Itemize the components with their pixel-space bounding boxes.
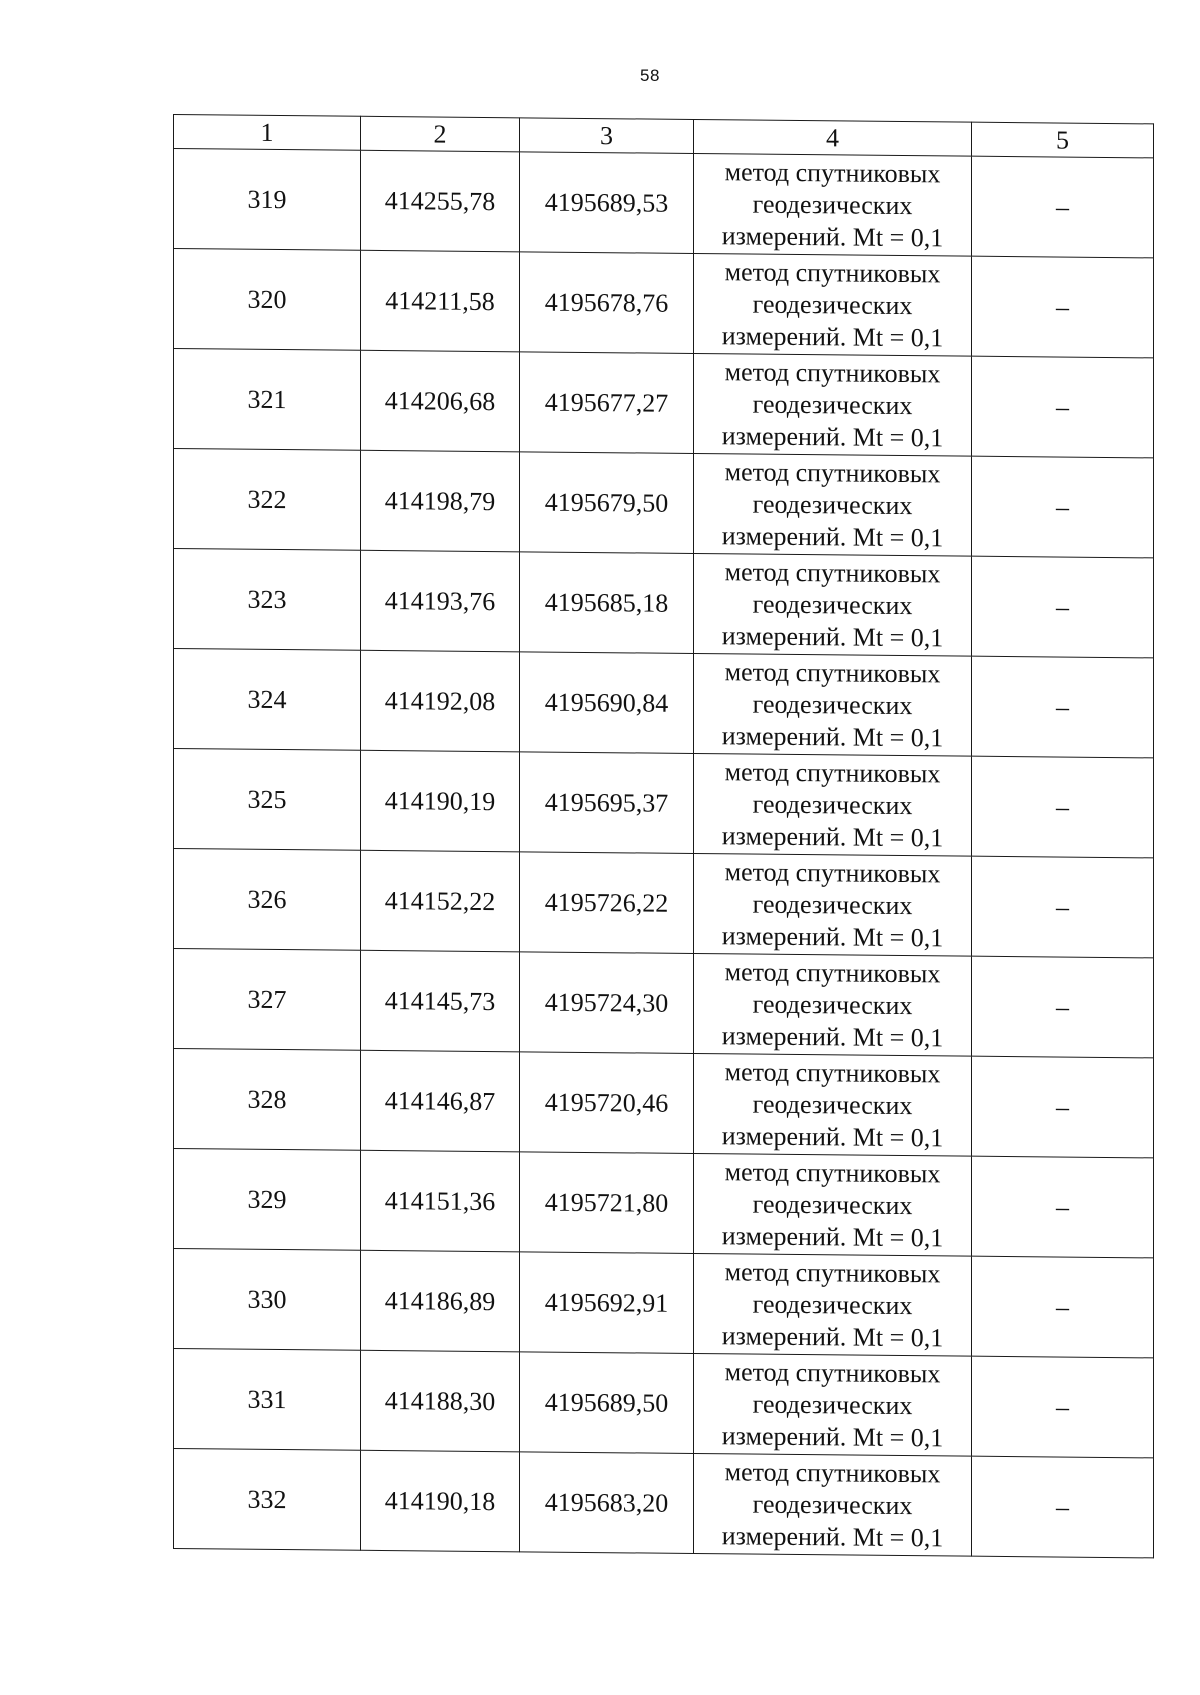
note-cell: – (972, 1256, 1154, 1358)
note-cell: – (972, 256, 1154, 358)
method-line: метод спутниковых (724, 956, 941, 988)
point-number-cell: 331 (174, 1349, 361, 1451)
coordinate-x-cell: 414186,89 (361, 1250, 520, 1352)
table-row (174, 649, 1154, 758)
method-line: метод спутниковых (724, 556, 941, 588)
method-line: измерений. Mt = 0,1 (721, 520, 944, 552)
table-row (174, 1049, 1154, 1158)
note-cell: – (972, 656, 1154, 758)
method-line: измерений. Mt = 0,1 (721, 1520, 944, 1552)
method-line: измерений. Mt = 0,1 (721, 720, 944, 752)
method-line: метод спутниковых (724, 756, 941, 788)
method-cell (694, 753, 972, 856)
table-row (174, 249, 1154, 358)
method-line: измерений. Mt = 0,1 (721, 920, 944, 952)
note-cell: – (972, 856, 1154, 958)
method-line: геодезических (752, 389, 913, 420)
method-line: измерений. Mt = 0,1 (721, 1020, 944, 1052)
method-cell (694, 353, 972, 456)
header-col-1: 1 (174, 115, 361, 151)
method-line: геодезических (752, 889, 913, 920)
method-cell (694, 1153, 972, 1256)
coordinate-y-cell: 4195690,84 (520, 652, 694, 754)
note-cell: – (972, 456, 1154, 558)
coordinate-y-cell: 4195679,50 (520, 452, 694, 554)
method-line: геодезических (752, 489, 913, 520)
method-line: метод спутниковых (724, 1156, 941, 1188)
table-row (174, 549, 1154, 658)
method-line: метод спутниковых (724, 656, 941, 688)
method-line: геодезических (752, 1189, 913, 1220)
note-cell: – (972, 1356, 1154, 1458)
method-line: геодезических (752, 989, 913, 1020)
method-line: геодезических (752, 1289, 913, 1320)
coordinate-x-cell: 414152,22 (361, 850, 520, 952)
coordinate-x-cell: 414211,58 (361, 250, 520, 352)
point-number-cell: 323 (174, 549, 361, 651)
note-cell: – (972, 356, 1154, 458)
coordinate-y-cell: 4195685,18 (520, 552, 694, 654)
method-line: геодезических (752, 589, 913, 620)
note-cell: – (972, 756, 1154, 858)
method-line: геодезических (752, 1389, 913, 1420)
header-col-2: 2 (361, 116, 520, 152)
coordinate-x-cell: 414146,87 (361, 1050, 520, 1152)
method-line: измерений. Mt = 0,1 (721, 1120, 944, 1152)
method-line: геодезических (752, 1089, 913, 1120)
point-number-cell: 328 (174, 1049, 361, 1151)
coordinate-y-cell: 4195726,22 (520, 852, 694, 954)
method-line: метод спутниковых (724, 1356, 941, 1388)
coordinate-y-cell: 4195689,50 (520, 1352, 694, 1454)
method-cell (694, 453, 972, 556)
method-line: измерений. Mt = 0,1 (721, 1420, 944, 1452)
coordinate-x-cell: 414198,79 (361, 450, 520, 552)
method-line: измерений. Mt = 0,1 (721, 220, 944, 252)
note-cell: – (972, 556, 1154, 658)
table-row (174, 749, 1154, 858)
method-line: измерений. Mt = 0,1 (721, 820, 944, 852)
method-line: измерений. Mt = 0,1 (721, 420, 944, 452)
page-number: 58 (640, 66, 660, 85)
method-line: метод спутниковых (724, 1256, 941, 1288)
point-number-cell: 326 (174, 849, 361, 951)
method-cell (694, 153, 972, 256)
coordinate-y-cell: 4195678,76 (520, 252, 694, 354)
method-cell (694, 253, 972, 356)
header-col-4: 4 (694, 119, 972, 156)
method-line: измерений. Mt = 0,1 (721, 1320, 944, 1352)
method-line: геодезических (752, 689, 913, 720)
coordinate-x-cell: 414151,36 (361, 1150, 520, 1252)
header-col-3: 3 (520, 118, 694, 154)
coordinate-x-cell: 414190,19 (361, 750, 520, 852)
method-line: метод спутниковых (724, 1456, 941, 1488)
coordinate-y-cell: 4195677,27 (520, 352, 694, 454)
point-number-cell: 329 (174, 1149, 361, 1251)
point-number-cell: 332 (174, 1449, 361, 1551)
coordinate-x-cell: 414188,30 (361, 1350, 520, 1452)
coordinate-y-cell: 4195721,80 (520, 1152, 694, 1254)
method-cell (694, 853, 972, 956)
method-cell (694, 1253, 972, 1356)
coordinate-x-cell: 414255,78 (361, 150, 520, 252)
table-row (174, 149, 1154, 258)
coordinate-x-cell: 414206,68 (361, 350, 520, 452)
table-row (174, 1149, 1154, 1258)
coordinate-x-cell: 414145,73 (361, 950, 520, 1052)
coordinate-y-cell: 4195695,37 (520, 752, 694, 854)
method-cell (694, 653, 972, 756)
method-line: измерений. Mt = 0,1 (721, 1220, 944, 1252)
method-cell (694, 1053, 972, 1156)
method-line: геодезических (752, 1489, 913, 1520)
note-cell: – (972, 1056, 1154, 1158)
coordinate-y-cell: 4195689,53 (520, 152, 694, 254)
table-row (174, 849, 1154, 958)
method-line: измерений. Mt = 0,1 (721, 320, 944, 352)
coordinate-y-cell: 4195720,46 (520, 1052, 694, 1154)
table-row (174, 1449, 1154, 1558)
point-number-cell: 327 (174, 949, 361, 1051)
coordinate-y-cell: 4195683,20 (520, 1452, 694, 1554)
point-number-cell: 320 (174, 249, 361, 351)
table-row (174, 449, 1154, 558)
note-cell: – (972, 1156, 1154, 1258)
point-number-cell: 325 (174, 749, 361, 851)
note-cell: – (972, 956, 1154, 1058)
method-line: метод спутниковых (724, 1056, 941, 1088)
point-number-cell: 319 (174, 149, 361, 251)
table-row (174, 1349, 1154, 1458)
method-cell (694, 553, 972, 656)
point-number-cell: 321 (174, 349, 361, 451)
method-line: геодезических (752, 289, 913, 320)
method-line: метод спутниковых (724, 356, 941, 388)
method-line: метод спутниковых (724, 856, 941, 888)
coordinate-x-cell: 414193,76 (361, 550, 520, 652)
table-row (174, 349, 1154, 458)
table-row (174, 1249, 1154, 1358)
header-col-5: 5 (972, 122, 1154, 158)
coordinate-x-cell: 414190,18 (361, 1450, 520, 1552)
method-cell (694, 953, 972, 1056)
method-line: геодезических (752, 789, 913, 820)
method-line: геодезических (752, 189, 913, 220)
table-row (174, 949, 1154, 1058)
method-line: метод спутниковых (724, 156, 941, 188)
method-cell (694, 1353, 972, 1456)
point-number-cell: 330 (174, 1249, 361, 1351)
coordinate-y-cell: 4195724,30 (520, 952, 694, 1054)
point-number-cell: 324 (174, 649, 361, 751)
note-cell: – (972, 156, 1154, 258)
note-cell: – (972, 1456, 1154, 1558)
point-number-cell: 322 (174, 449, 361, 551)
table-body (174, 149, 1154, 1558)
method-cell (694, 1453, 972, 1556)
method-line: метод спутниковых (724, 256, 941, 288)
method-line: измерений. Mt = 0,1 (721, 620, 944, 652)
method-line: метод спутниковых (724, 456, 941, 488)
coordinate-y-cell: 4195692,91 (520, 1252, 694, 1354)
coordinate-x-cell: 414192,08 (361, 650, 520, 752)
coordinates-table (173, 114, 1154, 1558)
